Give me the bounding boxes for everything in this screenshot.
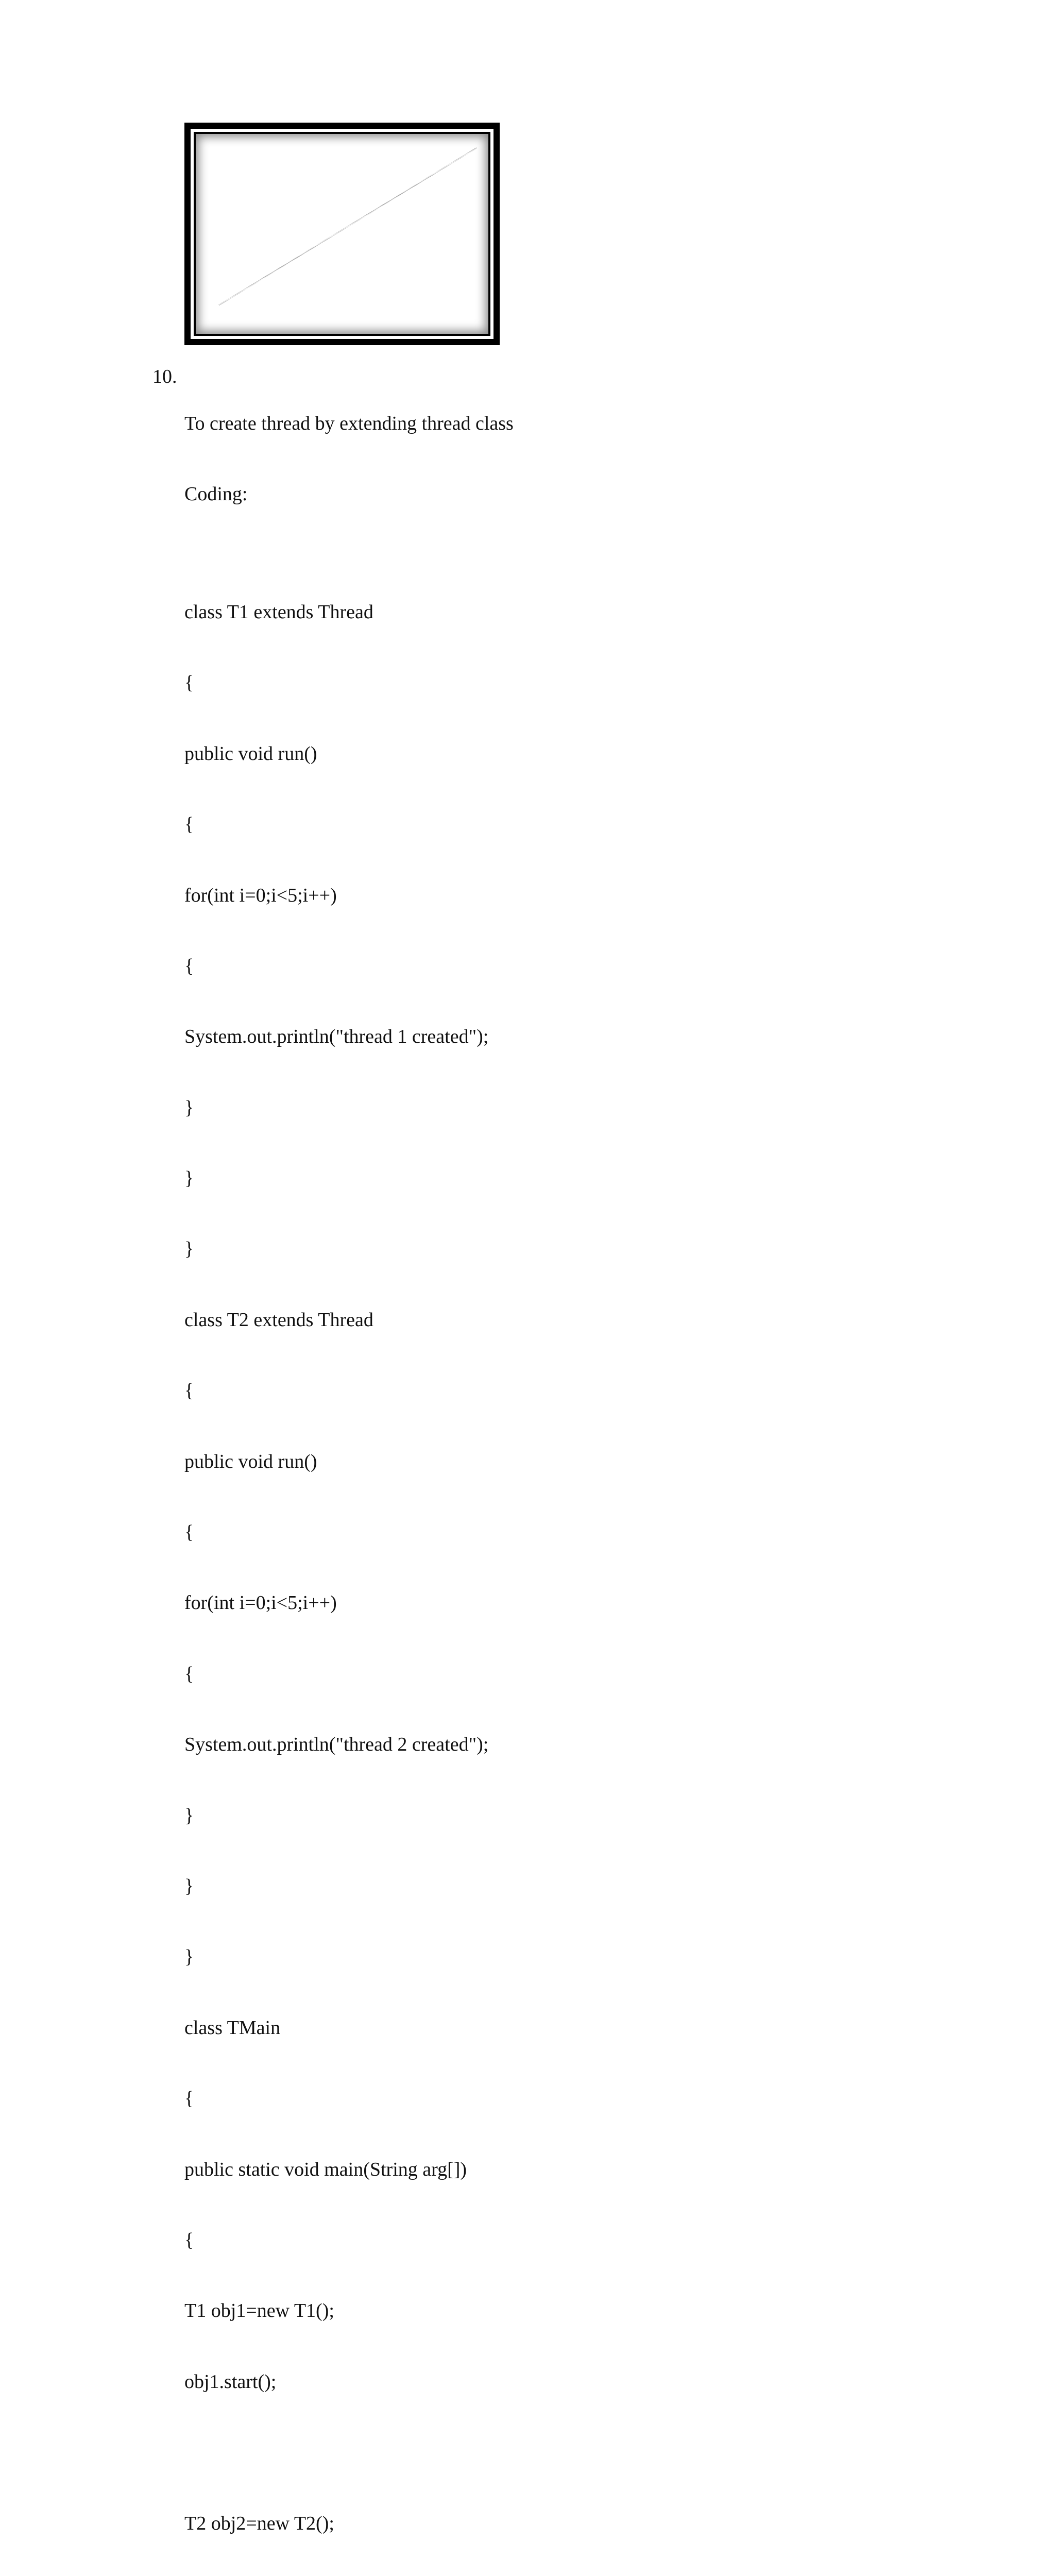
code-line: obj1.start(); [184,2370,277,2393]
code-line: public void run() [184,742,317,765]
figure-frame-gap [191,129,494,339]
code-line: { [184,2229,194,2251]
code-line: public void run() [184,1450,317,1472]
code-line: { [184,2088,194,2110]
output-figure-frame [184,123,500,345]
code-line: { [184,955,194,977]
code-line: } [184,1875,194,1897]
code-line: { [184,1663,194,1685]
code-line: T2 obj2=new T2(); [184,2512,334,2534]
code-line: { [184,672,194,694]
code-line: } [184,1096,194,1118]
code-block [184,553,514,2576]
code-line: class T1 extends Thread [184,601,373,623]
coding-label: Coding: [184,483,248,505]
section-title: To create thread by extending thread class [184,412,514,434]
code-line: } [184,1238,194,1260]
figure-canvas [196,134,488,334]
code-blank-line [184,2441,514,2465]
code-line: class TMain [184,2016,281,2039]
code-line: for(int i=0;i<5;i++) [184,1592,337,1614]
code-line: System.out.println("thread 1 created"); [184,1026,489,1048]
figure-inner-border [194,132,490,336]
code-line: public static void main(String arg[]) [184,2158,467,2180]
section-number: 10. [152,366,177,387]
code-line: } [184,1167,194,1190]
code-line: System.out.println("thread 2 created"); [184,1734,489,1756]
code-line: } [184,1804,194,1826]
code-line: T1 obj1=new T1(); [184,2300,334,2322]
code-line: { [184,814,194,836]
code-line: { [184,1380,194,1402]
figure-drawing [196,134,488,334]
code-line: { [184,1521,194,1544]
code-line: for(int i=0;i<5;i++) [184,884,337,906]
section-body [184,365,514,2576]
code-line: class T2 extends Thread [184,1309,373,1331]
code-line: } [184,1946,194,1968]
diagonal-line [219,148,477,305]
